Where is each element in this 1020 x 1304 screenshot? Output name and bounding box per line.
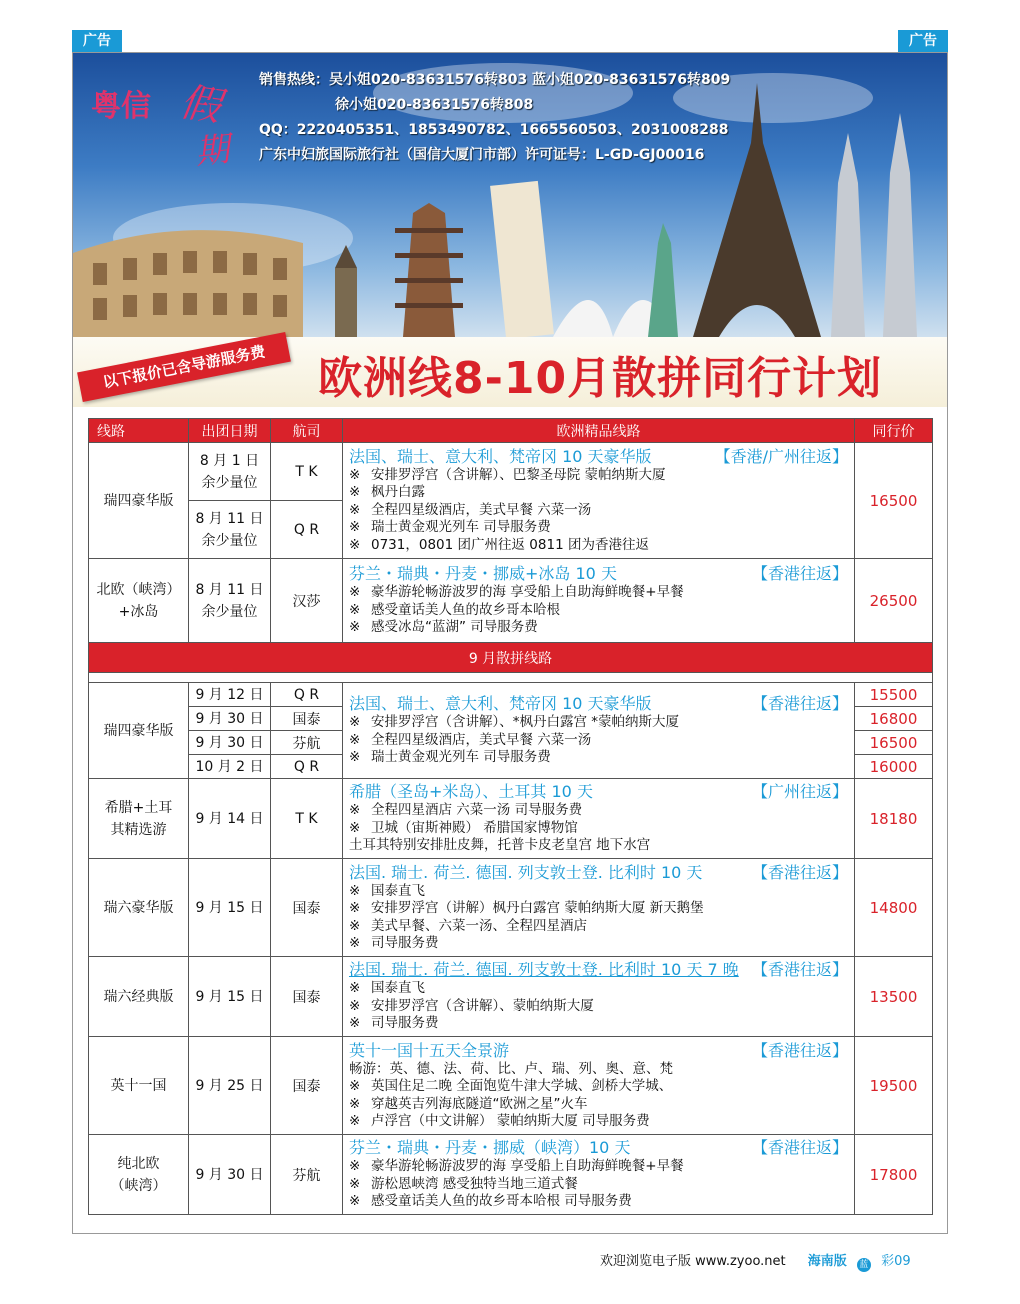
twin-towers-image: [831, 113, 917, 337]
page-title: 欧洲线8-10月散拼同行计划: [318, 353, 883, 404]
qq-line: QQ：2220405351、1853490782、1665560503、2031008288: [259, 122, 729, 138]
brand-logo: 粤信 假 期: [91, 79, 232, 173]
table-row: 瑞六经典版 9 月 15 日 国泰 法国. 瑞士. 荷兰. 德国. 列支敦士登. 比利时 10 天 7 晚 【香港往返】 ※ 国泰直飞 ※ 安排罗浮宫（含讲解）、蒙帕纳斯大厦 ※ 司导服务费 13500: [89, 957, 933, 1037]
colosseum-image: [73, 230, 303, 337]
table-row: 瑞四豪华版 8 月 1 日 余少量位 T K 法国、瑞士、意大利、梵帝冈 10 天豪华版 【香港/广州往返】 ※ 安排罗浮宫（含讲解）、巴黎圣母院 蒙帕纳斯大厦 ※ 枫丹白露 ※ 全程四星级酒店，美式早餐 六菜一汤 ※ 瑞士黄金观光列车 司导服务费 ※ 0731，0801 团广州往返 0811 团为香港往返 16500: [89, 443, 933, 501]
table-row: 希腊+土耳 其精选游 9 月 14 日 T K 希腊（圣岛+米岛）、土耳其 10 天 【广州往返】 ※ 全程四星酒店 六菜一汤 司导服务费 ※ 卫城（宙斯神殿） 希腊国家博物馆 土耳其特别安排肚皮舞，托普卡皮老皇宫 地下水宫 18180: [89, 779, 933, 859]
table-row: 9 月 30 日 国泰 16800: [89, 707, 933, 731]
spacer-row: [89, 673, 933, 683]
table-row: 8 月 11 日 余少量位 Q R: [89, 501, 933, 559]
tour-plan-table: [88, 418, 933, 1215]
table-row: 纯北欧 （峡湾） 9 月 30 日 芬航 芬兰・瑞典・丹麦・挪威（峡湾）10 天 【香港往返】 ※ 豪华游轮畅游波罗的海 享受船上自助海鲜晚餐+早餐 ※ 游松恩峡湾 感受独特当地三道式餐 ※ 感受童话美人鱼的故乡哥本哈根 司导服务费 17800: [89, 1135, 933, 1215]
section-separator: 9 月散拼线路: [89, 643, 933, 673]
page-footer: [600, 1250, 911, 1272]
statue-of-liberty-image: [648, 223, 678, 337]
edition-label: 海南版: [807, 1254, 847, 1269]
ad-tag-left: 广告: [72, 30, 122, 52]
edition-badge-icon: 蓝: [857, 1258, 871, 1272]
table-row: 10 月 2 日 Q R 16000: [89, 755, 933, 779]
pisa-tower-image: [490, 181, 554, 337]
footer-site-text[interactable]: 欢迎浏览电子版 www.zyoo.net: [600, 1254, 786, 1269]
big-ben-image: [335, 268, 357, 337]
promo-ribbon: 以下报价已含导游服务费: [77, 332, 291, 402]
pagoda-image: [403, 203, 455, 337]
table-row: 北欧（峡湾） +冰岛 8 月 11 日 余少量位 汉莎 芬兰・瑞典・丹麦・挪威+冰岛 10 天 【香港往返】 ※ 豪华游轮畅游波罗的海 享受船上自助海鲜晚餐+早餐 ※ 感受童话美人鱼的故乡哥本哈根 ※ 感受冰岛“蓝湖” 司导服务费 26500: [89, 559, 933, 643]
table-row: 英十一国 9 月 25 日 国泰 英十一国十五天全景游 【香港往返】 畅游：英、德、法、荷、比、卢、瑞、列、奥、意、梵 ※ 英国住足二晚 全面饱览牛津大学城、剑桥大学城、 ※ 穿越英吉列海底隧道“欧洲之星”火车 ※ 卢浮宫（中文讲解） 蒙帕纳斯大厦 司导服务费 19500: [89, 1037, 933, 1135]
ad-tag-right: 广告: [898, 30, 948, 52]
hotline-line-1: 销售热线：吴小姐020-83631576转803 蓝小姐020-83631576转809: [259, 72, 731, 88]
table-row: 9 月 30 日 芬航 16500: [89, 731, 933, 755]
hotline-line-2: 徐小姐020-83631576转808: [335, 97, 534, 113]
table-row: 瑞六豪华版 9 月 15 日 国泰 法国. 瑞士. 荷兰. 德国. 列支敦士登. 比利时 10 天 【香港往返】 ※ 国泰直飞 ※ 安排罗浮宫（讲解）枫丹白露宫 蒙帕纳斯大厦 新天鹅堡 ※ 美式早餐、六菜一汤、全程四星酒店 ※ 司导服务费 14800: [89, 859, 933, 957]
header-banner: [73, 53, 947, 337]
license-line: 广东中妇旅国际旅行社（国信大厦门市部）许可证号：L-GD-GJ00016: [259, 147, 705, 163]
table-header: 线路 出团日期 航司 欧洲精品线路 同行价: [89, 419, 933, 443]
page-number: 彩09: [881, 1254, 911, 1269]
table-row: 瑞四豪华版 9 月 12 日 Q R 法国、瑞士、意大利、梵帝冈 10 天豪华版 【香港往返】 ※ 安排罗浮宫（含讲解）、*枫丹白露宫 *蒙帕纳斯大厦 ※ 全程四星级酒店，美式早餐 六菜一汤 ※ 瑞士黄金观光列车 司导服务费 15500: [89, 683, 933, 707]
